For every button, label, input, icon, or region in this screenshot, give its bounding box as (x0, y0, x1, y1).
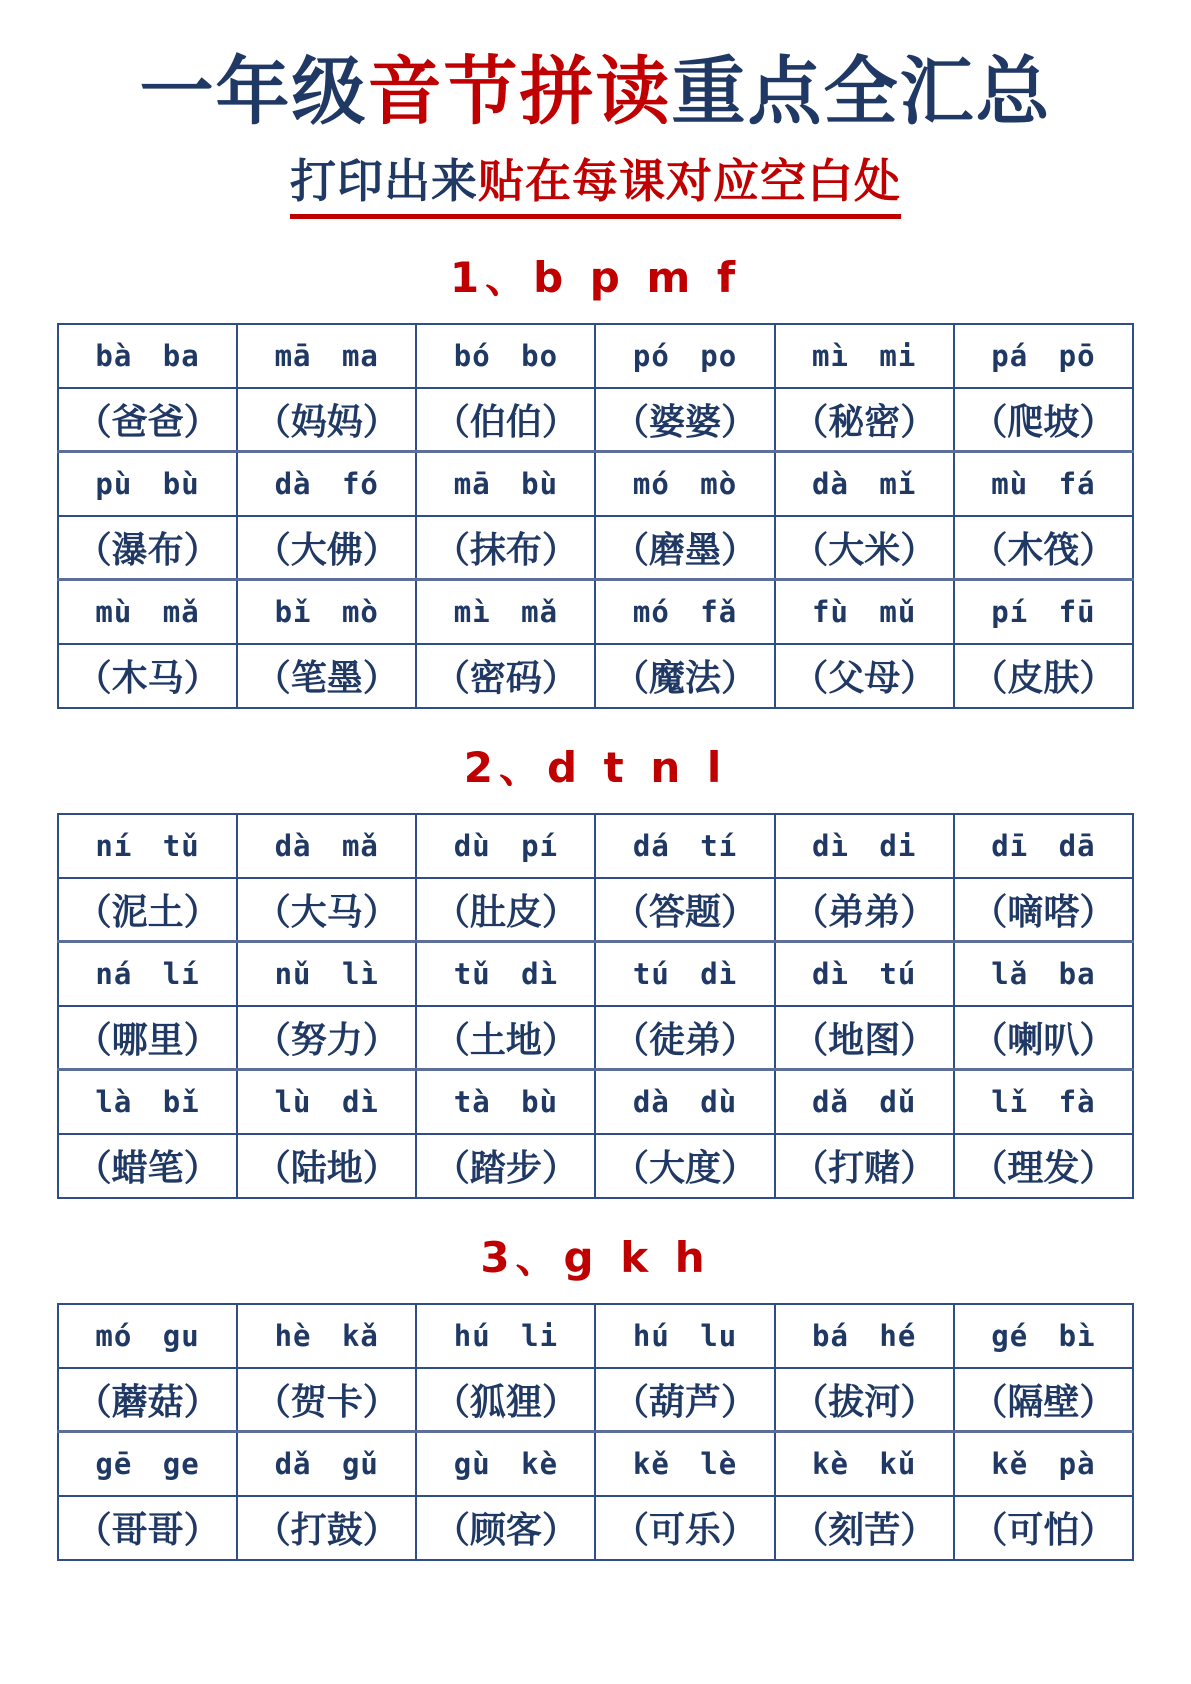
pinyin-cell: dà fó (237, 452, 416, 516)
hanzi-cell: （哪里） (58, 1006, 237, 1070)
pinyin-cell: nǔ lì (237, 942, 416, 1006)
pinyin-cell: pí fū (954, 580, 1133, 644)
page-title (0, 46, 1191, 139)
hanzi-cell: （婆婆） (595, 388, 774, 452)
section-heading-3: 3、g k h (480, 1232, 711, 1282)
hanzi-cell: （喇叭） (954, 1006, 1133, 1070)
pinyin-cell: dì tú (775, 942, 954, 1006)
pinyin-cell: mó gu (58, 1304, 237, 1368)
hanzi-cell: （抹布） (416, 516, 595, 580)
hanzi-cell: （笔墨） (237, 644, 416, 708)
subtitle-part-print: 打印出来 (290, 153, 478, 208)
pinyin-cell: gē ge (58, 1432, 237, 1496)
pinyin-cell: là bǐ (58, 1070, 237, 1134)
hanzi-cell: （拔河） (775, 1368, 954, 1432)
pinyin-cell: mó mò (595, 452, 774, 516)
pinyin-cell: dì di (775, 814, 954, 878)
pinyin-cell: mù fá (954, 452, 1133, 516)
hanzi-cell: （肚皮） (416, 878, 595, 942)
pinyin-cell: dù pí (416, 814, 595, 878)
hanzi-cell: （弟弟） (775, 878, 954, 942)
hanzi-cell: （木马） (58, 644, 237, 708)
hanzi-cell: （答题） (595, 878, 774, 942)
pinyin-cell: dà mǐ (775, 452, 954, 516)
pinyin-cell: tǔ dì (416, 942, 595, 1006)
hanzi-cell: （可怕） (954, 1496, 1133, 1560)
pinyin-cell: bá hé (775, 1304, 954, 1368)
pinyin-cell: dà mǎ (237, 814, 416, 878)
hanzi-cell: （伯伯） (416, 388, 595, 452)
table-row-pinyin (58, 452, 1133, 516)
title-part-topic: 音节拼读 (367, 49, 672, 135)
table-row-pinyin (58, 1070, 1133, 1134)
pinyin-cell: tú dì (595, 942, 774, 1006)
pinyin-cell: dà dù (595, 1070, 774, 1134)
hanzi-cell: （瀑布） (58, 516, 237, 580)
pinyin-cell: kè kǔ (775, 1432, 954, 1496)
hanzi-cell: （贺卡） (237, 1368, 416, 1432)
hanzi-cell: （可乐） (595, 1496, 774, 1560)
subtitle-part-paste: 贴在每课对应空白处 (478, 153, 901, 208)
hanzi-cell: （秘密） (775, 388, 954, 452)
table-row-hanzi (58, 1134, 1133, 1198)
hanzi-cell: （魔法） (595, 644, 774, 708)
syllable-table-3 (57, 1303, 1134, 1561)
pinyin-cell: lǐ fà (954, 1070, 1133, 1134)
hanzi-cell: （木筏） (954, 516, 1133, 580)
hanzi-cell: （大米） (775, 516, 954, 580)
table-row-pinyin (58, 942, 1133, 1006)
pinyin-cell: lù dì (237, 1070, 416, 1134)
hanzi-cell: （蘑菇） (58, 1368, 237, 1432)
hanzi-cell: （地图） (775, 1006, 954, 1070)
pinyin-cell: hú li (416, 1304, 595, 1368)
pinyin-cell: hú lu (595, 1304, 774, 1368)
hanzi-cell: （葫芦） (595, 1368, 774, 1432)
pinyin-cell: dǎ dǔ (775, 1070, 954, 1134)
table-row-hanzi (58, 516, 1133, 580)
hanzi-cell: （隔壁） (954, 1368, 1133, 1432)
pinyin-cell: tà bù (416, 1070, 595, 1134)
pinyin-cell: bó bo (416, 324, 595, 388)
table-row-pinyin (58, 580, 1133, 644)
hanzi-cell: （打鼓） (237, 1496, 416, 1560)
hanzi-cell: （理发） (954, 1134, 1133, 1198)
pinyin-cell: kě pà (954, 1432, 1133, 1496)
hanzi-cell: （皮肤） (954, 644, 1133, 708)
syllable-table-2 (57, 813, 1134, 1199)
pinyin-cell: mì mǎ (416, 580, 595, 644)
table-row-hanzi (58, 1496, 1133, 1560)
hanzi-cell: （努力） (237, 1006, 416, 1070)
hanzi-cell: （妈妈） (237, 388, 416, 452)
page-subtitle (290, 145, 901, 219)
table-row-pinyin (58, 1304, 1133, 1368)
table-row-pinyin (58, 814, 1133, 878)
table-row-hanzi (58, 644, 1133, 708)
pinyin-cell: fù mǔ (775, 580, 954, 644)
pinyin-cell: mā ma (237, 324, 416, 388)
table-row-pinyin (58, 324, 1133, 388)
table-row-hanzi (58, 388, 1133, 452)
pinyin-cell: mā bù (416, 452, 595, 516)
pinyin-cell: mù mǎ (58, 580, 237, 644)
title-part-grade: 一年级 (139, 49, 368, 135)
hanzi-cell: （打赌） (775, 1134, 954, 1198)
hanzi-cell: （大马） (237, 878, 416, 942)
section-heading-2: 2、d t n l (463, 742, 728, 792)
pinyin-cell: gù kè (416, 1432, 595, 1496)
table-row-pinyin (58, 1432, 1133, 1496)
pinyin-cell: gé bì (954, 1304, 1133, 1368)
pinyin-cell: mì mi (775, 324, 954, 388)
pinyin-cell: hè kǎ (237, 1304, 416, 1368)
title-part-summary: 重点全汇总 (671, 49, 1052, 135)
pinyin-cell: pù bù (58, 452, 237, 516)
table-row-hanzi (58, 1006, 1133, 1070)
hanzi-cell: （哥哥） (58, 1496, 237, 1560)
section-heading-1: 1、b p m f (449, 252, 742, 302)
hanzi-cell: （爬坡） (954, 388, 1133, 452)
hanzi-cell: （大佛） (237, 516, 416, 580)
hanzi-cell: （土地） (416, 1006, 595, 1070)
pinyin-cell: mó fǎ (595, 580, 774, 644)
pinyin-cell: dī dā (954, 814, 1133, 878)
page-subtitle-wrap (0, 145, 1191, 219)
pinyin-cell: dǎ gǔ (237, 1432, 416, 1496)
hanzi-cell: （狐狸） (416, 1368, 595, 1432)
pinyin-cell: pó po (595, 324, 774, 388)
hanzi-cell: （嘀嗒） (954, 878, 1133, 942)
hanzi-cell: （踏步） (416, 1134, 595, 1198)
hanzi-cell: （磨墨） (595, 516, 774, 580)
pinyin-cell: bǐ mò (237, 580, 416, 644)
pinyin-cell: bà ba (58, 324, 237, 388)
hanzi-cell: （顾客） (416, 1496, 595, 1560)
hanzi-cell: （爸爸） (58, 388, 237, 452)
pinyin-cell: ná lí (58, 942, 237, 1006)
hanzi-cell: （徒弟） (595, 1006, 774, 1070)
pinyin-cell: pá pō (954, 324, 1133, 388)
hanzi-cell: （陆地） (237, 1134, 416, 1198)
pinyin-cell: lǎ ba (954, 942, 1133, 1006)
pinyin-cell: kě lè (595, 1432, 774, 1496)
table-row-hanzi (58, 878, 1133, 942)
pinyin-cell: ní tǔ (58, 814, 237, 878)
hanzi-cell: （刻苦） (775, 1496, 954, 1560)
hanzi-cell: （密码） (416, 644, 595, 708)
sections-container (0, 245, 1191, 1561)
syllable-table-1 (57, 323, 1134, 709)
hanzi-cell: （蜡笔） (58, 1134, 237, 1198)
table-row-hanzi (58, 1368, 1133, 1432)
hanzi-cell: （父母） (775, 644, 954, 708)
hanzi-cell: （大度） (595, 1134, 774, 1198)
hanzi-cell: （泥土） (58, 878, 237, 942)
pinyin-cell: dá tí (595, 814, 774, 878)
